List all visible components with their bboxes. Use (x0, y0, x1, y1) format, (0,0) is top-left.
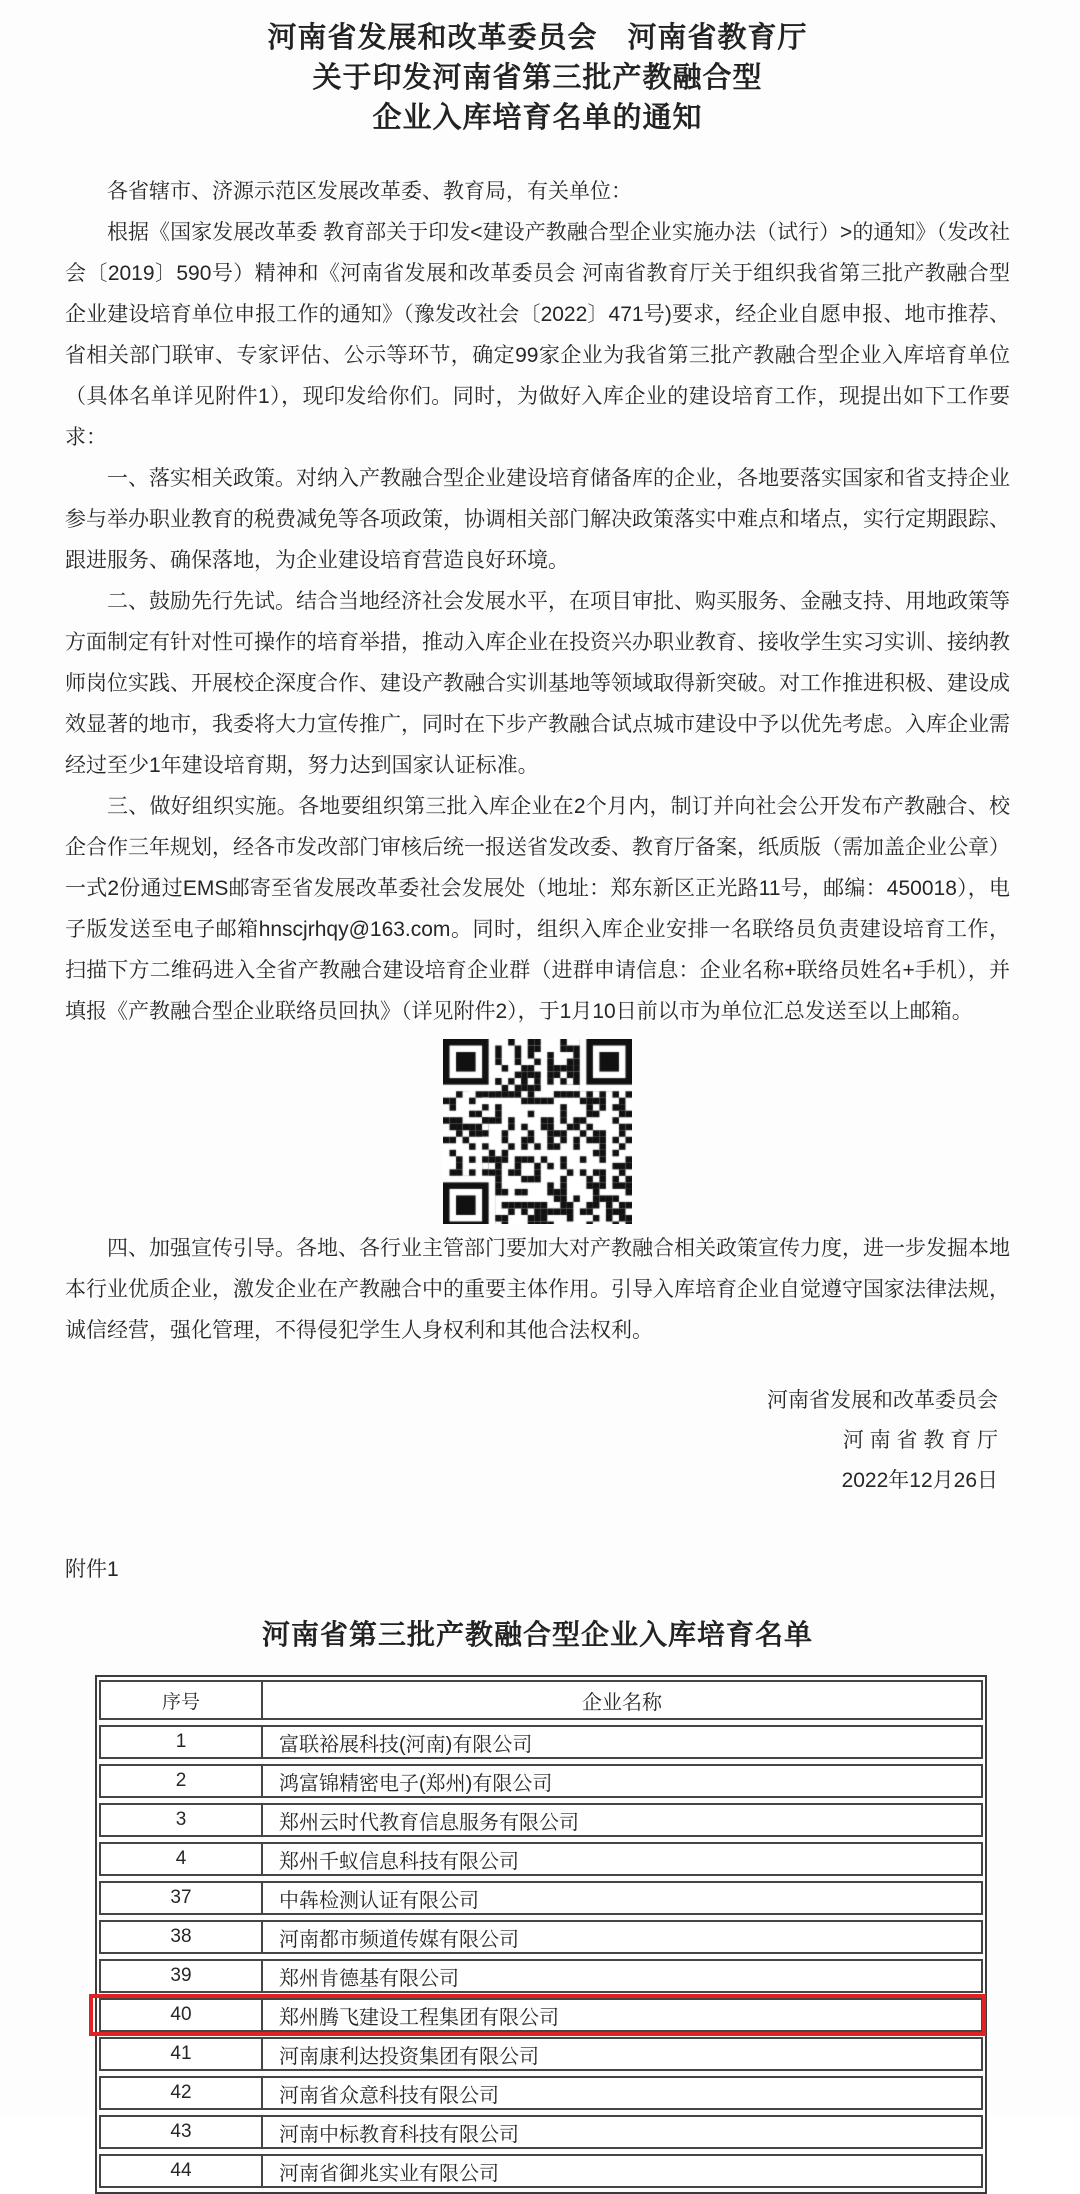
row-number: 38 (101, 1922, 263, 1952)
table-row (99, 2154, 983, 2188)
salutation: 各省辖市、济源示范区发展改革委、教育局，有关单位： (107, 180, 632, 203)
company-name: 郑州云时代教育信息服务有限公司 (279, 1811, 579, 1834)
table-row (99, 2076, 983, 2110)
row-number: 42 (101, 2078, 263, 2108)
row-number: 3 (101, 1805, 263, 1835)
signature-org-2: 河 南 省 教 育 厅 (842, 1429, 998, 1452)
title-line-1: 河南省发展和改革委员会 河南省教育厅 (267, 22, 808, 54)
company-name: 河南康利达投资集团有限公司 (279, 2045, 539, 2068)
company-name: 郑州千蚁信息科技有限公司 (279, 1850, 519, 1873)
table-row (99, 1842, 983, 1876)
signature-org-1: 河南省发展和改革委员会 (767, 1389, 998, 1412)
row-number: 4 (101, 1844, 263, 1874)
signature-block (65, 1381, 1010, 1501)
company-name: 郑州肯德基有限公司 (279, 1967, 459, 1990)
table-row (99, 2037, 983, 2071)
paragraph-item-4: 四、加强宣传引导。各地、各行业主管部门要加大对产教融合相关政策宣传力度，进一步发掘本地本行业优质企业，激发企业在产教融合中的重要主体作用。引导入库培育企业自觉遵守国家法律法规，诚信经营，强化管理，不得侵犯学生人身权利和其他合法权利。 (65, 1237, 1010, 1342)
table-row (99, 1881, 983, 1915)
paragraph-item-1: 一、落实相关政策。对纳入产教融合型企业建设培育储备库的企业，各地要落实国家和省支持企业参与举办职业教育的税费减免等各项政策，协调相关部门解决政策落实中难点和堵点，实行定期跟踪、跟进服务、确保落地，为企业建设培育营造良好环境。 (65, 467, 1010, 572)
row-number: 41 (101, 2039, 263, 2069)
paragraph-basis: 根据《国家发展改革委 教育部关于印发<建设产教融合型企业实施办法（试行）>的通知》（发改社会〔2019〕590号）精神和《河南省发展和改革委员会 河南省教育厅关于组织我省第三批产教融合型企业建设培育单位申报工作的通知》（豫发改社会〔2022〕471号)要求，经企业自愿申报、地市推荐、省相关部门联审、专家评估、公示等环节，确定99家企业为我省第三批产教融合型企业入库培育单位（具体名单详见附件1），现印发给你们。同时，为做好入库企业的建设培育工作，现提出如下工作要求： (65, 221, 1010, 449)
table-rows (99, 1725, 983, 2188)
table-header-no: 序号 (101, 1682, 263, 1718)
title-line-3: 企业入库培育名单的通知 (372, 102, 703, 134)
table-row (99, 1764, 983, 1798)
table-header-row (99, 1680, 983, 1720)
table-title: 河南省第三批产教融合型企业入库培育名单 (261, 1619, 813, 1650)
title-line-2: 关于印发河南省第三批产教融合型 (312, 62, 763, 94)
paragraph-item-2: 二、鼓励先行先试。结合当地经济社会发展水平，在项目审批、购买服务、金融支持、用地政策等方面制定有针对性可操作的培育举措，推动入库企业在投资兴办职业教育、接收学生实习实训、接纳教师岗位实践、开展校企深度合作、建设产教融合实训基地等领域取得新突破。对工作推进积极、建设成效显著的地市，我委将大力宣传推广，同时在下步产教融合试点城市建设中予以优先考虑。入库企业需经过至少1年建设培育期，努力达到国家认证标准。 (65, 590, 1010, 777)
qr-code-image (443, 1038, 633, 1224)
signature-date: 2022年12月26日 (841, 1469, 998, 1492)
company-name: 富联裕展科技(河南)有限公司 (279, 1733, 533, 1756)
paragraph-item-3: 三、做好组织实施。各地要组织第三批入库企业在2个月内，制订并向社会公开发布产教融合、校企合作三年规划，经各市发改部门审核后统一报送省发改委、教育厅备案，纸质版（需加盖企业公章）一式2份通过EMS邮寄至省发展改革委社会发展处（地址：郑东新区正光路11号，邮编：450018），电子版发送至电子邮箱hnscjrhqy@163.com。同时，组织入库企业安排一名联络员负责建设培育工作，扫描下方二维码进入全省产教融合建设培育企业群（进群申请信息：企业名称+联络员姓名+手机），并填报《产教融合型企业联络员回执》（详见附件2），于1月10日前以市为单位汇总发送至以上邮箱。 (65, 795, 1010, 1023)
document-title (65, 18, 1010, 138)
company-name: 河南省御兆实业有限公司 (279, 2162, 499, 2185)
row-number: 2 (101, 1766, 263, 1796)
table-row (99, 1803, 983, 1837)
table-header-name: 企业名称 (582, 1691, 662, 1714)
table-row (99, 1920, 983, 1954)
table-row (99, 1998, 983, 2032)
document-body (65, 171, 1010, 1351)
company-name: 河南中标教育科技有限公司 (279, 2123, 519, 2146)
company-table (95, 1675, 987, 2194)
company-name: 郑州腾飞建设工程集团有限公司 (279, 2006, 559, 2029)
company-name: 河南都市频道传媒有限公司 (279, 1928, 519, 1951)
attachment-label: 附件1 (65, 1558, 119, 1581)
table-row (99, 1725, 983, 1759)
company-name: 中犇检测认证有限公司 (279, 1889, 479, 1912)
row-number: 40 (101, 2000, 263, 2030)
company-name: 鸿富锦精密电子(郑州)有限公司 (279, 1772, 553, 1795)
row-number: 1 (101, 1727, 263, 1757)
table-row (99, 1959, 983, 1993)
company-name: 河南省众意科技有限公司 (279, 2084, 499, 2107)
row-number: 43 (101, 2117, 263, 2147)
table-row (99, 2115, 983, 2149)
row-number: 44 (101, 2156, 263, 2186)
row-number: 37 (101, 1883, 263, 1913)
row-number: 39 (101, 1961, 263, 1991)
